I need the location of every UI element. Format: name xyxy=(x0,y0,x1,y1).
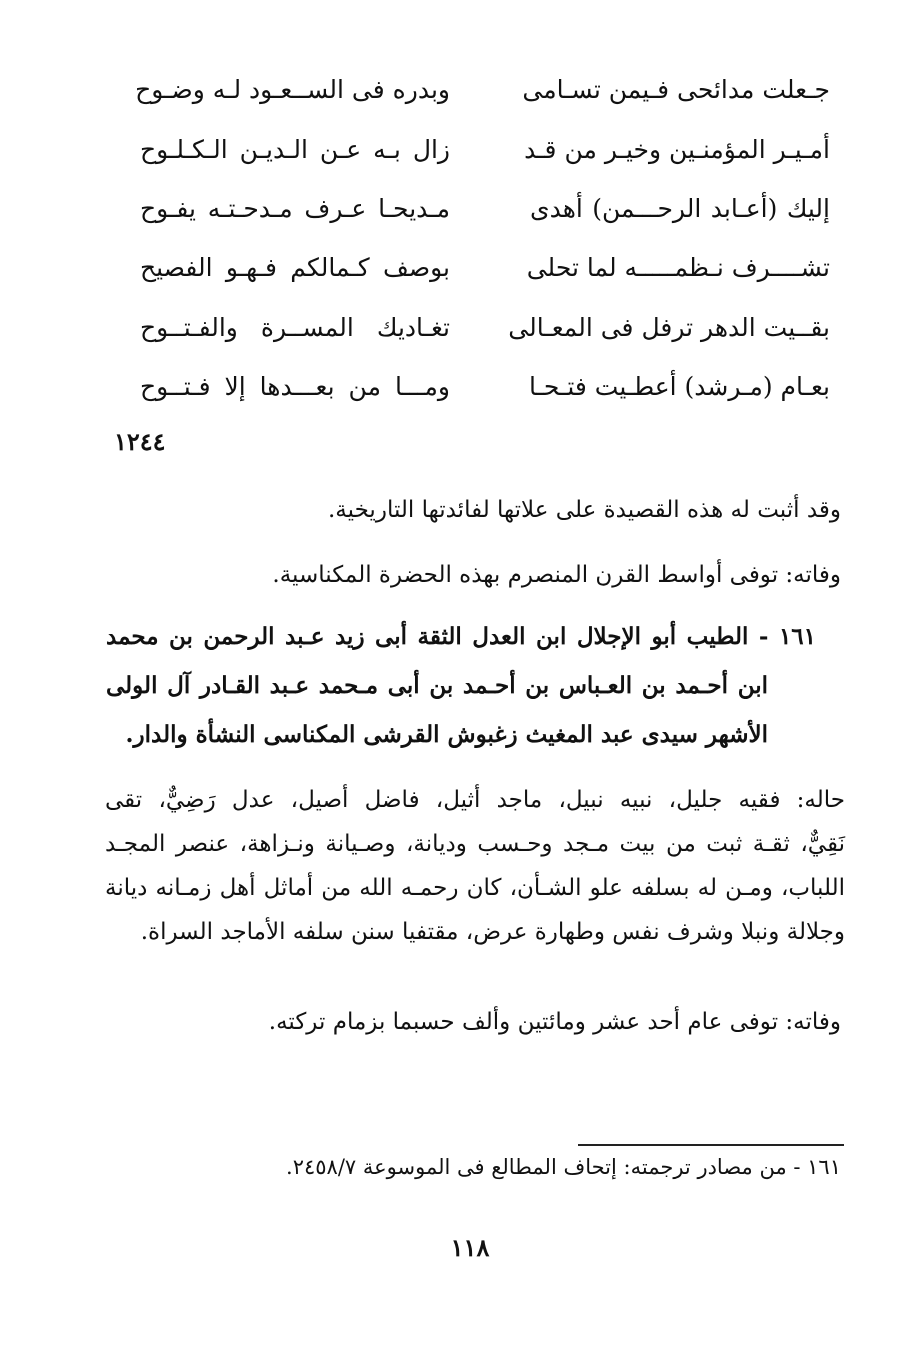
verse-first-hemistich: تشــــرف نـظمـــــه لما تحلى xyxy=(526,253,830,282)
body-line: وجلالة ونبلا وشرف نفس وطهارة عرض، مقتفيا سنن سلفه الأماجد السراة. xyxy=(140,919,845,945)
verse-first-hemistich: جـعلت مدائحى فـيمن تسـامى xyxy=(522,75,830,104)
death-paragraph: وفاته: توفى عام أحد عشر ومائتين وألف حسبما بزمام تركته. xyxy=(268,1009,841,1035)
biography-paragraph xyxy=(105,778,845,954)
verse-second-hemistich: مـديحـا عـرف مـدحـتـه يفـوح xyxy=(140,194,450,223)
verse-first-hemistich: أمـيـر المؤمنـين وخيـر من قـد xyxy=(524,135,830,164)
poem-verse xyxy=(110,248,830,288)
footnote-divider xyxy=(578,1144,844,1146)
verse-first-hemistich: بعـام (مـرشد) أعطـيت فتـحـا xyxy=(528,372,830,401)
body-line: اللباب، ومـن له بسلفه علو الشـأن، كان رحمـه الله من أماثل أهل زمـانه ديانة xyxy=(105,875,845,901)
heading-line: ١٦١ - الطيب أبو الإجلال ابن العدل الثقة أبى زيد عـبد الرحمن بن محمد xyxy=(106,623,816,650)
poem-verse xyxy=(110,189,830,229)
poem-verse xyxy=(110,130,830,170)
verse-first-hemistich: بقــيت الدهر ترفل فى المعـالى xyxy=(508,313,830,342)
verse-second-hemistich: وبدره فى الســعـود لـه وضـوح xyxy=(135,75,450,104)
note-paragraph: وقد أثبت له هذه القصيدة على علاتها لفائدتها التاريخية. xyxy=(328,497,841,523)
body-line: حاله: فقيه جليل، نبيه نبيل، ماجد أثيل، فاضل أصيل، عدل رَضِيٌّ، تقى xyxy=(105,787,845,813)
verse-first-hemistich: إليك (أعـابد الرحـــمن) أهدى xyxy=(530,194,830,223)
biography-heading xyxy=(106,612,816,759)
page-number: ١١٨ xyxy=(450,1233,490,1262)
body-line: نَقِيٌّ، ثقـة ثبت من بيت مـجد وحـسب وديانة، وصـيانة ونـزاهة، عنصر المجـد xyxy=(105,831,845,857)
footnote: ١٦١ - من مصادر ترجمته: إتحاف المطالع فى الموسوعة ٢٤٥٨/٧. xyxy=(286,1155,841,1179)
poem-verse xyxy=(110,70,830,110)
verse-second-hemistich: زال بـه عـن الـديـن الـكـلـوح xyxy=(140,135,450,164)
death-paragraph: وفاته: توفى أواسط القرن المنصرم بهذه الحضرة المكناسية. xyxy=(272,562,841,588)
poem-verse xyxy=(110,367,830,407)
heading-line: الأشهر سيدى عبد المغيث زغبوش القرشى المكناسى النشأة والدار. xyxy=(125,721,768,748)
verse-second-hemistich: بوصف كـمالكم فـهـو الفصيح xyxy=(140,253,450,282)
verse-second-hemistich: تغـاديك المســرة والفـتــوح xyxy=(140,313,450,342)
verse-second-hemistich: ومـــا من بعـــدها إلا فـتــوح xyxy=(140,372,450,401)
poem-verse xyxy=(110,308,830,348)
heading-line: ابن أحـمد بن العـباس بن أحـمد بن أبى مـحمد عـبد القـادر آل الولى xyxy=(106,672,768,699)
chronogram-date: ١٢٤٤ xyxy=(114,427,166,456)
